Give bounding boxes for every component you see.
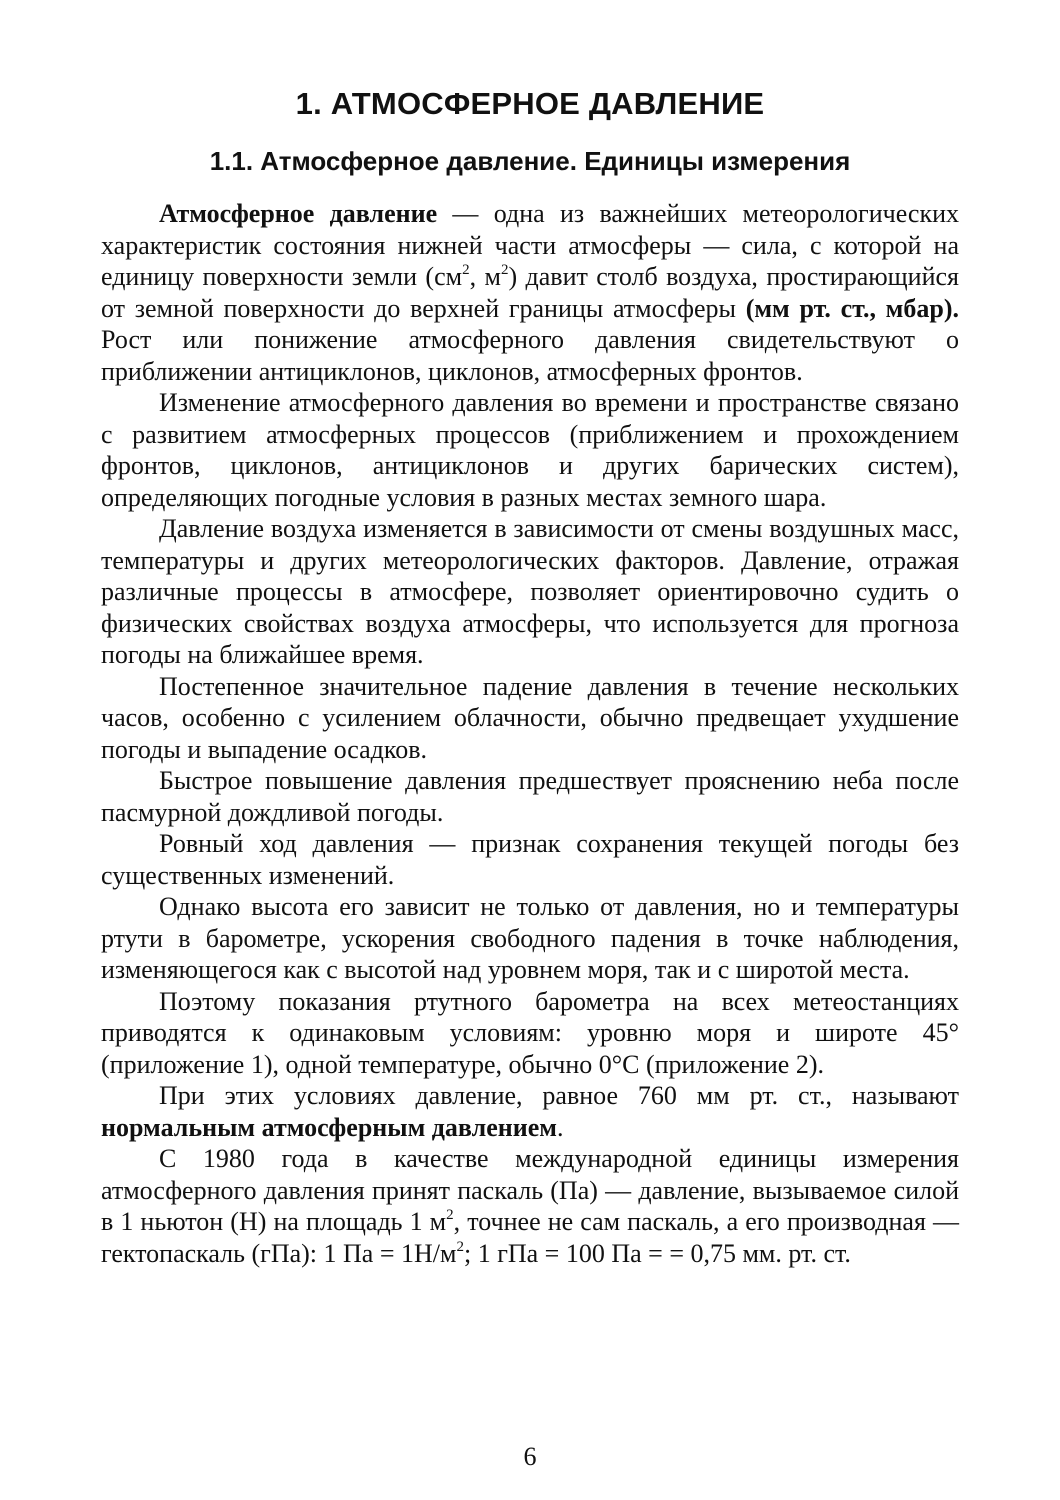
paragraph-text: ) давит столб воздуха, простирающийся от земной поверхности до верхней границы атмосферы — [101, 262, 960, 323]
paragraph: Ровный ход давления — признак сохранения текущей погоды без существенных изменений. — [101, 829, 959, 890]
paragraph: Быстрое повышение давления предшествует прояснению неба после пасмурной дождливой погоды. — [101, 766, 959, 827]
term-normal-pressure: нормальным атмосферным давлением — [101, 1112, 557, 1142]
chapter-title: 1. АТМОСФЕРНОЕ ДАВЛЕНИЕ — [295, 86, 765, 121]
paragraph-text: Рост или понижение атмосферного давления свидетельствуют о приближении антициклонов, циклонов, атмосферных фронтов. — [101, 325, 959, 386]
paragraph: Давление воздуха изменяется в зависимости от смены воздушных масс, температуры и других метеорологических факторов. Давление, отражая различные процессы в атмосфере, позволяет ориентировочно судить о физических свойствах воздуха атмосферы, что используется для прогноза погоды на ближайшее время. — [101, 514, 959, 669]
paragraph-text: , м — [469, 262, 501, 291]
paragraph-text: С 1980 года в качестве международной единицы измерения атмосферного давления принят паскаль (Па) — давление, вызываемое силой в 1 ньютон (Н) на площадь 1 м — [101, 1144, 959, 1236]
paragraph-text: — одна из важнейших метеорологических характеристик состояния нижней части атмосферы — сила, с которой на единицу поверхности земли (см — [101, 199, 959, 291]
paragraph-definition — [101, 198, 959, 387]
page-number: 6 — [523, 1442, 537, 1471]
paragraph: Поэтому показания ртутного барометра на всех метеостанциях приводятся к одинаковым условиям: уровню моря и широте 45° (приложение 1), одной температуре, обычно 0°C (приложение 2). — [101, 986, 959, 1079]
paragraph-text: , точнее не сам паскаль, а его производная — гектопаскаль (гПа): 1 Па = 1Н/м — [101, 1207, 959, 1268]
paragraph: Однако высота его зависит не только от давления, но и температуры ртути в барометре, ускорения свободного падения в точке наблюдения, изменяющегося как с высотой над уровнем моря, так и с широтой места. — [101, 892, 959, 984]
body-text — [101, 198, 959, 1269]
paragraph-text: ; 1 гПа = 100 Па = = 0,75 мм. рт. ст. — [463, 1238, 851, 1268]
paragraph-text: При этих условиях давление, равное 760 мм рт. ст., называют — [159, 1081, 959, 1110]
paragraph-normal-pressure — [101, 1080, 959, 1143]
units-note: (мм рт. ст., мбар). — [745, 293, 959, 323]
section-title: 1.1. Атмосферное давление. Единицы измерения — [209, 146, 851, 176]
superscript: 2 — [462, 262, 470, 278]
superscript: 2 — [500, 262, 509, 278]
superscript: 2 — [456, 1238, 464, 1255]
paragraph-text: . — [556, 1112, 564, 1142]
paragraph-pascal — [101, 1143, 959, 1269]
superscript: 2 — [446, 1207, 454, 1223]
paragraph: Изменение атмосферного давления во времени и пространстве связано с развитием атмосферных процессов (приближением и прохождением фронтов, циклонов, антициклонов и других барических систем), определяющих погодные условия в разных местах земного шара. — [101, 388, 959, 512]
paragraph: Постепенное значительное падение давления в течение нескольких часов, особенно с усилением облачности, обычно предвещает ухудшение погоды и выпадение осадков. — [101, 671, 959, 764]
document-page — [101, 70, 959, 1269]
term-atmospheric-pressure: Атмосферное давление — [159, 199, 438, 228]
